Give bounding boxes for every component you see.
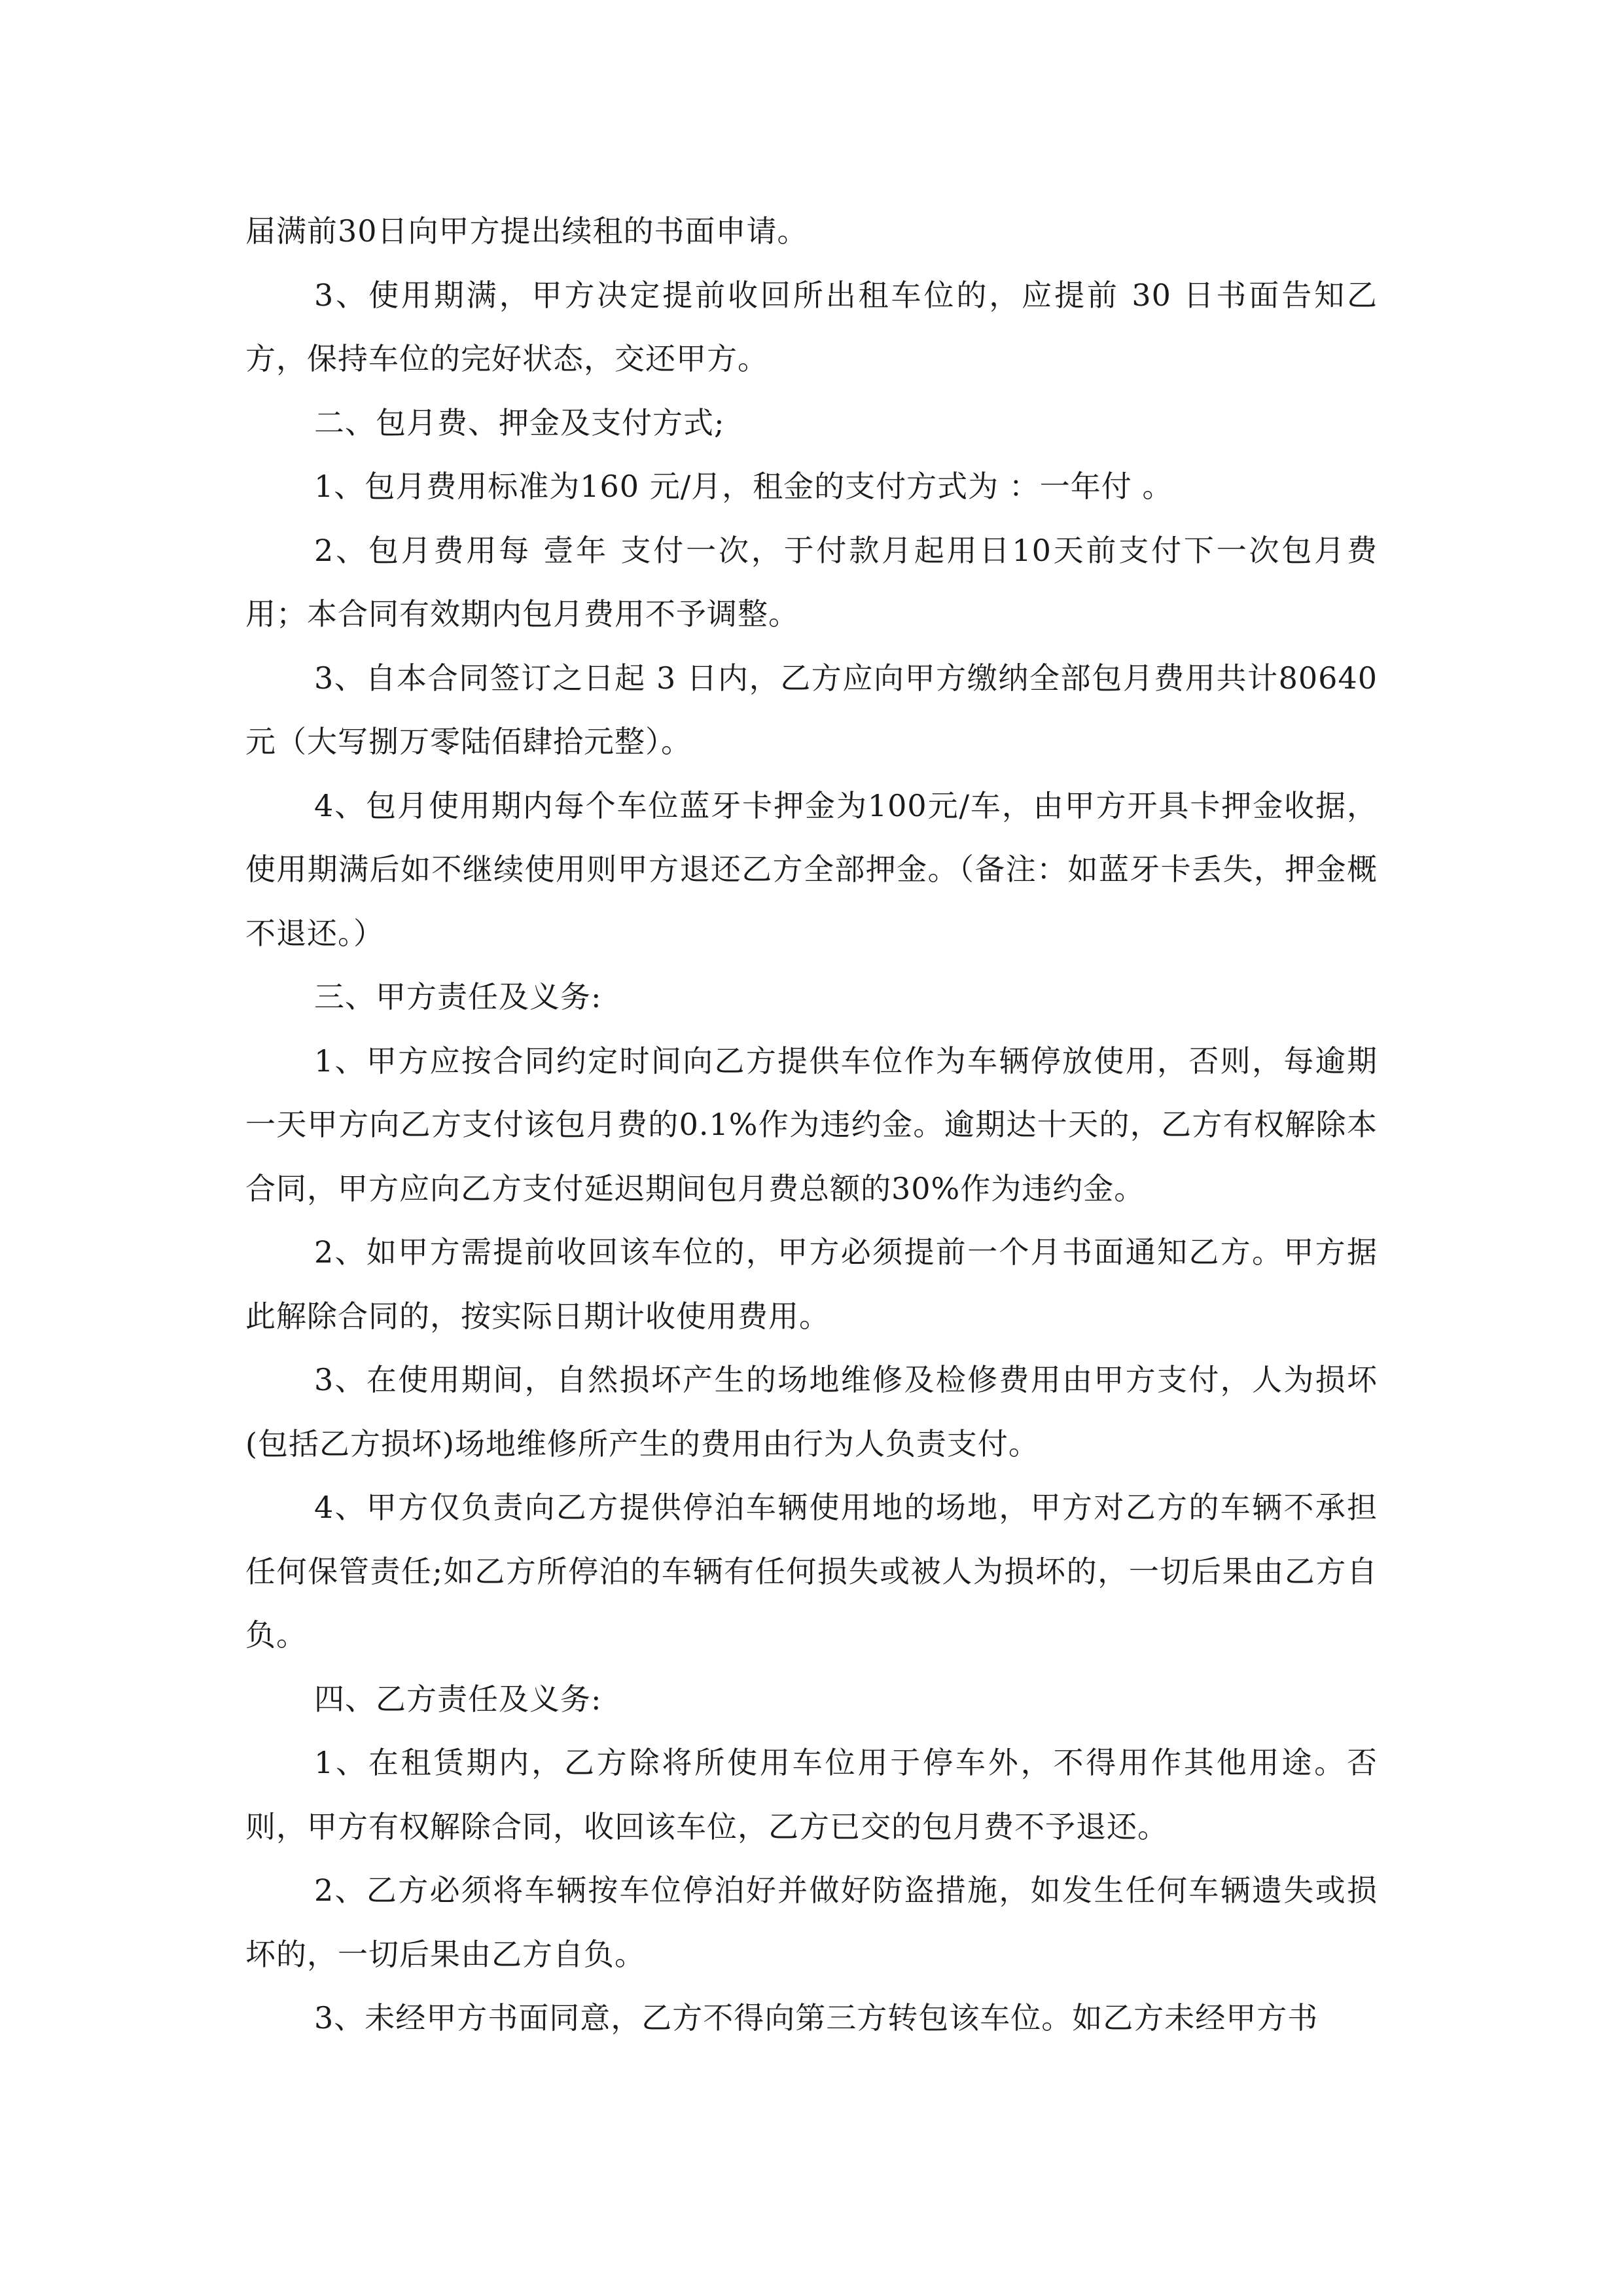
paragraph-total-payment: 3、自本合同签订之日起 3 日内，乙方应向甲方缴纳全部包月费用共计80640元（大写捌万零陆佰肆拾元整）。 — [245, 660, 1378, 759]
paragraph-payment-cycle: 2、包月费用每 壹年 支付一次，于付款月起用日10天前支付下一次包月费用；本合同有效期内包月费用不予调整。 — [245, 532, 1378, 632]
paragraph-fee-standard: 1、包月费用标准为160 元/月，租金的支付方式为 ：一年付 。 — [314, 469, 1173, 504]
section-heading-party-a: 三、甲方责任及义务: — [314, 979, 602, 1014]
paragraph-theft-prevention: 2、乙方必须将车辆按车位停泊好并做好防盗措施，如发生任何车辆遗失或损坏的，一切后果由乙方自负。 — [245, 1873, 1378, 1972]
paragraph-liability: 4、甲方仅负责向乙方提供停泊车辆使用地的场地，甲方对乙方的车辆不承担任何保管责任;如乙方所停泊的车辆有任何损失或被人为损坏的，一切后果由乙方自负。 — [245, 1490, 1378, 1653]
paragraph-maintenance: 3、在使用期间，自然损坏产生的场地维修及检修费用由甲方支付，人为损坏(包括乙方损坏)场地维修所产生的费用由行为人负责支付。 — [245, 1362, 1378, 1462]
paragraph-party-a-recall: 2、如甲方需提前收回该车位的，甲方必须提前一个月书面通知乙方。甲方据此解除合同的，按实际日期计收使用费用。 — [245, 1234, 1378, 1334]
section-heading-fees: 二、包月费、押金及支付方式; — [314, 404, 725, 440]
paragraph-usage-limit: 1、在租赁期内，乙方除将所使用车位用于停车外，不得用作其他用途。否则，甲方有权解除合同，收回该车位，乙方已交的包月费不予退还。 — [245, 1745, 1378, 1844]
contract-body — [245, 200, 1378, 2051]
paragraph-sublease: 3、未经甲方书面同意，乙方不得向第三方转包该车位。如乙方未经甲方书 — [314, 2000, 1319, 2036]
paragraph-renewal-tail: 届满前30日向甲方提出续租的书面申请。 — [245, 213, 808, 249]
paragraph-deposit: 4、包月使用期内每个车位蓝牙卡押金为100元/车，由甲方开具卡押金收据，使用期满后如不继续使用则甲方退还乙方全部押金。（备注：如蓝牙卡丢失，押金概不退还。） — [245, 787, 1378, 951]
paragraph-early-recall: 3、使用期满，甲方决定提前收回所出租车位的，应提前 30 日书面告知乙方，保持车位的完好状态，交还甲方。 — [245, 277, 1378, 376]
section-heading-party-b: 四、乙方责任及义务: — [314, 1681, 602, 1717]
paragraph-party-a-provide: 1、甲方应按合同约定时间向乙方提供车位作为车辆停放使用，否则，每逾期一天甲方向乙方支付该包月费的0.1%作为违约金。逾期达十天的，乙方有权解除本合同，甲方应向乙方支付延迟期间包月费总额的30%作为违约金。 — [245, 1043, 1378, 1206]
